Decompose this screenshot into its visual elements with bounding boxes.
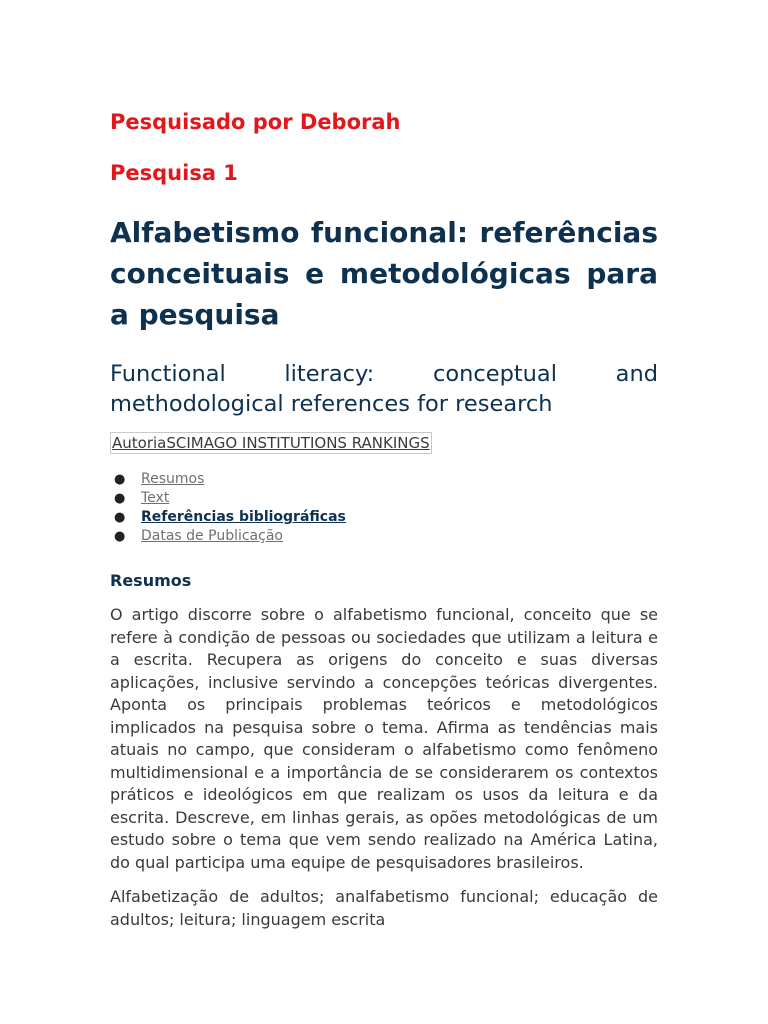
section-nav (110, 470, 658, 546)
document-page (110, 0, 658, 931)
article-subtitle: Functional literacy: conceptual and methodological references for research (110, 361, 658, 418)
bullet-icon: ● (114, 491, 126, 507)
nav-link-text[interactable]: Text (141, 490, 170, 507)
authorship-box[interactable] (110, 432, 432, 454)
bullet-icon: ● (114, 510, 126, 526)
keywords-text: Alfabetização de adultos; analfabetismo funcional; educação de adultos; leitura; linguagem escrita (110, 887, 658, 929)
nav-link-datas[interactable]: Datas de Publicação (141, 528, 283, 545)
researcher-heading: Pesquisado por Deborah (110, 110, 401, 134)
nav-item-referencias (110, 508, 658, 527)
nav-link-referencias[interactable]: Referências bibliográficas (141, 509, 346, 526)
article-title: Alfabetismo funcional: referências conceituais e metodológicas para a pesquisa (110, 216, 658, 332)
authorship-org[interactable]: SCIMAGO INSTITUTIONS RANKINGS (166, 434, 430, 453)
nav-item-resumos (110, 470, 658, 489)
abstract-heading: Resumos (110, 571, 192, 591)
bullet-icon: ● (114, 472, 126, 488)
abstract-body: O artigo discorre sobre o alfabetismo funcional, conceito que se refere à condição de pessoas ou sociedades que utilizam a leitura e a escrita. Recupera as origens do conceito e suas diversas aplicações, inclusive servindo a concepções teóricas divergentes. Aponta os principais problemas teóricos e metodológicos implicados na pesquisa sobre o tema. Afirma as tendências mais atuais no campo, que consideram o alfabetismo como fenômeno multidimensional e a importância de se considerarem os contextos práticos e ideológicos em que realizam os usos da leitura e da escrita. Descreve, em linhas gerais, as opões metodológicas de um estudo sobre o tema que vem sendo realizado na América Latina, do qual participa uma equipe de pesquisadores brasileiros. (110, 605, 658, 872)
authorship-label[interactable]: Autoria (112, 434, 167, 453)
nav-item-datas (110, 527, 658, 546)
nav-item-text (110, 489, 658, 508)
bullet-icon: ● (114, 529, 126, 545)
research-number-heading: Pesquisa 1 (110, 161, 238, 186)
nav-link-resumos[interactable]: Resumos (141, 471, 205, 488)
